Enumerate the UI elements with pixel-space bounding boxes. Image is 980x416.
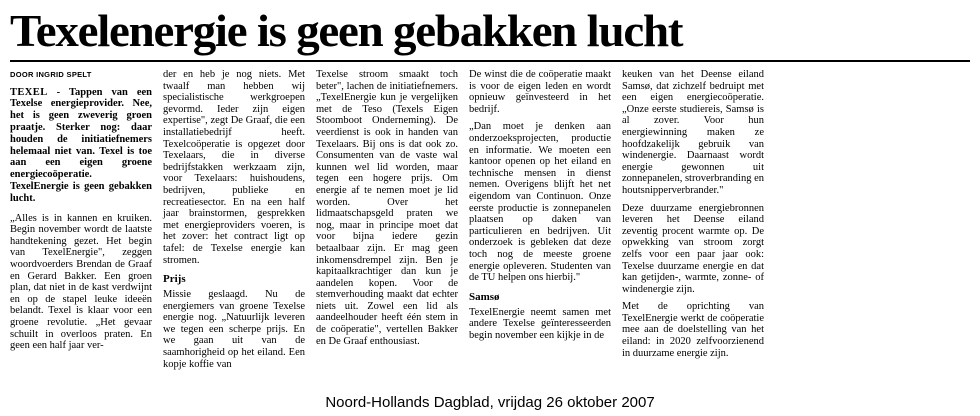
- headline-divider: [10, 60, 970, 62]
- dateline-place: TEXEL: [10, 86, 48, 98]
- paragraph: Met de oprichting van TexelEnergie werkt de coöperatie mee aan de doelstelling van het eiland: in 2020 zelfvoorzienend in duurzame energie zijn.: [622, 301, 764, 359]
- paragraph: „Alles is in kannen en kruiken. Begin november wordt de laatste handtekening gezet. Het begin van TexelEnergie", zeggen woordvoerders Brendan de Graaf en Gerard Bakker. Een groen plan, dat niet in de kast verdwijnt en op de stapel leuke ideeën belandt. Texel is klaar voor een groene revolutie. „Het gevaar schuilt in overloos praten. En geen een half jaar ver-: [10, 212, 152, 352]
- byline: DOOR INGRID SPELT: [10, 70, 92, 79]
- paragraph: Texelse stroom smaakt toch beter", lachen de initiatiefnemers. „TexelEnergie kun je vergelijken met de Teso (Texels Eigen Stoomboot Onderneming). De veerdienst is ook in handen van Texelaars. Bij ons is dat ook zo. Consumenten van de vaste wal kunnen wel lid worden, maar tegen een hogere prijs. Om energie af te nemen moet je lid worden. Over het lidmaatschapsgeld praten we nog, maar in principe moet dat voor bijna iedere gezin betaalbaar zijn. Er mag geen inkomensdrempel zijn. Ben je kapitaalkrachtiger dan kun je aandelen kopen. Voor de stemverhouding maakt dat echter niets uit. Zowel een lid als aandeelhouder heeft één stem in de coöperatie", vertellen Bakker en De Graaf enthousiast.: [316, 69, 458, 347]
- source-caption: Noord-Hollands Dagblad, vrijdag 26 oktober 2007: [0, 392, 980, 414]
- column-4: [469, 69, 611, 347]
- paragraph: Missie geslaagd. Nu de energiemers van groene Texelse energie nog. „Natuurlijk leveren we tegen een scherpe prijs. En we gaan uit van de saamhorigheid op het eiland. Een kopje koffie van: [163, 289, 305, 370]
- paragraph: De winst die de coöperatie maakt is voor de eigen leden en wordt opnieuw geïnvesteerd in het bedrijf.: [469, 69, 611, 115]
- paragraph: „Dan moet je denken aan onderzoeksprojecten, productie en informatie. We moeten een kantoor openen op het eiland en technische mensen in dienst nemen. Overigens blijft het net eigendom van Continuon. Onze eerste productie is zonnepanelen plaatsen op daken van particulieren en bedrijven. Uit onderzoek is gebleken dat deze toch nog de meeste groene energie opleveren. Studenten van de TU helpen ons hierbij.": [469, 121, 611, 284]
- column-1: [10, 69, 152, 358]
- paragraph: keuken van het Deense eiland Samsø, dat zichzelf bedruipt met een eigen energiecoöperatie. „Onze eerste studiereis, Samsø is al zover. Voor hun energiewinning maken ze hoofdzakelijk gebruik van windenergie. Daarnaast wordt energie gewonnen uit zonnepanelen, stroverbranding en houtsnipperverbrander.": [622, 69, 764, 196]
- column-2: [163, 69, 305, 376]
- article-columns: [10, 69, 970, 376]
- paragraph: TexelEnergie neemt samen met andere Texelse geïnteresseerden begin november een kijkje in de: [469, 306, 611, 341]
- page-title: Texelenergie is geen gebakken lucht: [10, 5, 683, 56]
- subheading-samso: Samsø: [469, 290, 500, 303]
- paragraph: Deze duurzame energiebronnen leveren het Deense eiland zeventig procent warmte op. De opwekking van stroom zorgt zelfs voor een paar jaar ook: Texelse duurzame energie en dat kan getijden-, warmte, zonne- of windenergie zijn.: [622, 202, 764, 295]
- subheading-prijs: Prijs: [163, 273, 186, 286]
- paragraph: der en heb je nog niets. Met twaalf man hebben wij specialistische werkgroepen gevormd. Ieder zijn eigen expertise", zegt De Graaf, die een installatiebedrijf heeft. Texelcoöperatie is opgezet door Texelaars, die in diverse bedrijfstakken werkzaam zijn, voor Texelaars: huishoudens, bedrijven, publieke en recreatiesector. En na een half jaar brainstormen, gesprekken met energieproviders voeren, is het zover: het contract ligt op tafel: de Texelse energie kan stromen.: [163, 69, 305, 266]
- column-3: [316, 69, 458, 353]
- lead-paragraph: [10, 87, 152, 205]
- lead-text: - Tappen van een Texelse energieprovider. Nee, het is geen zweverig groen praatje. Sterker nog: daar houden de initiatiefnemers helemaal niet van. Texel is toe aan een eigen groene energiecoöperatie. TexelEnergie is geen gebakken lucht.: [10, 86, 152, 204]
- column-5: [622, 69, 764, 365]
